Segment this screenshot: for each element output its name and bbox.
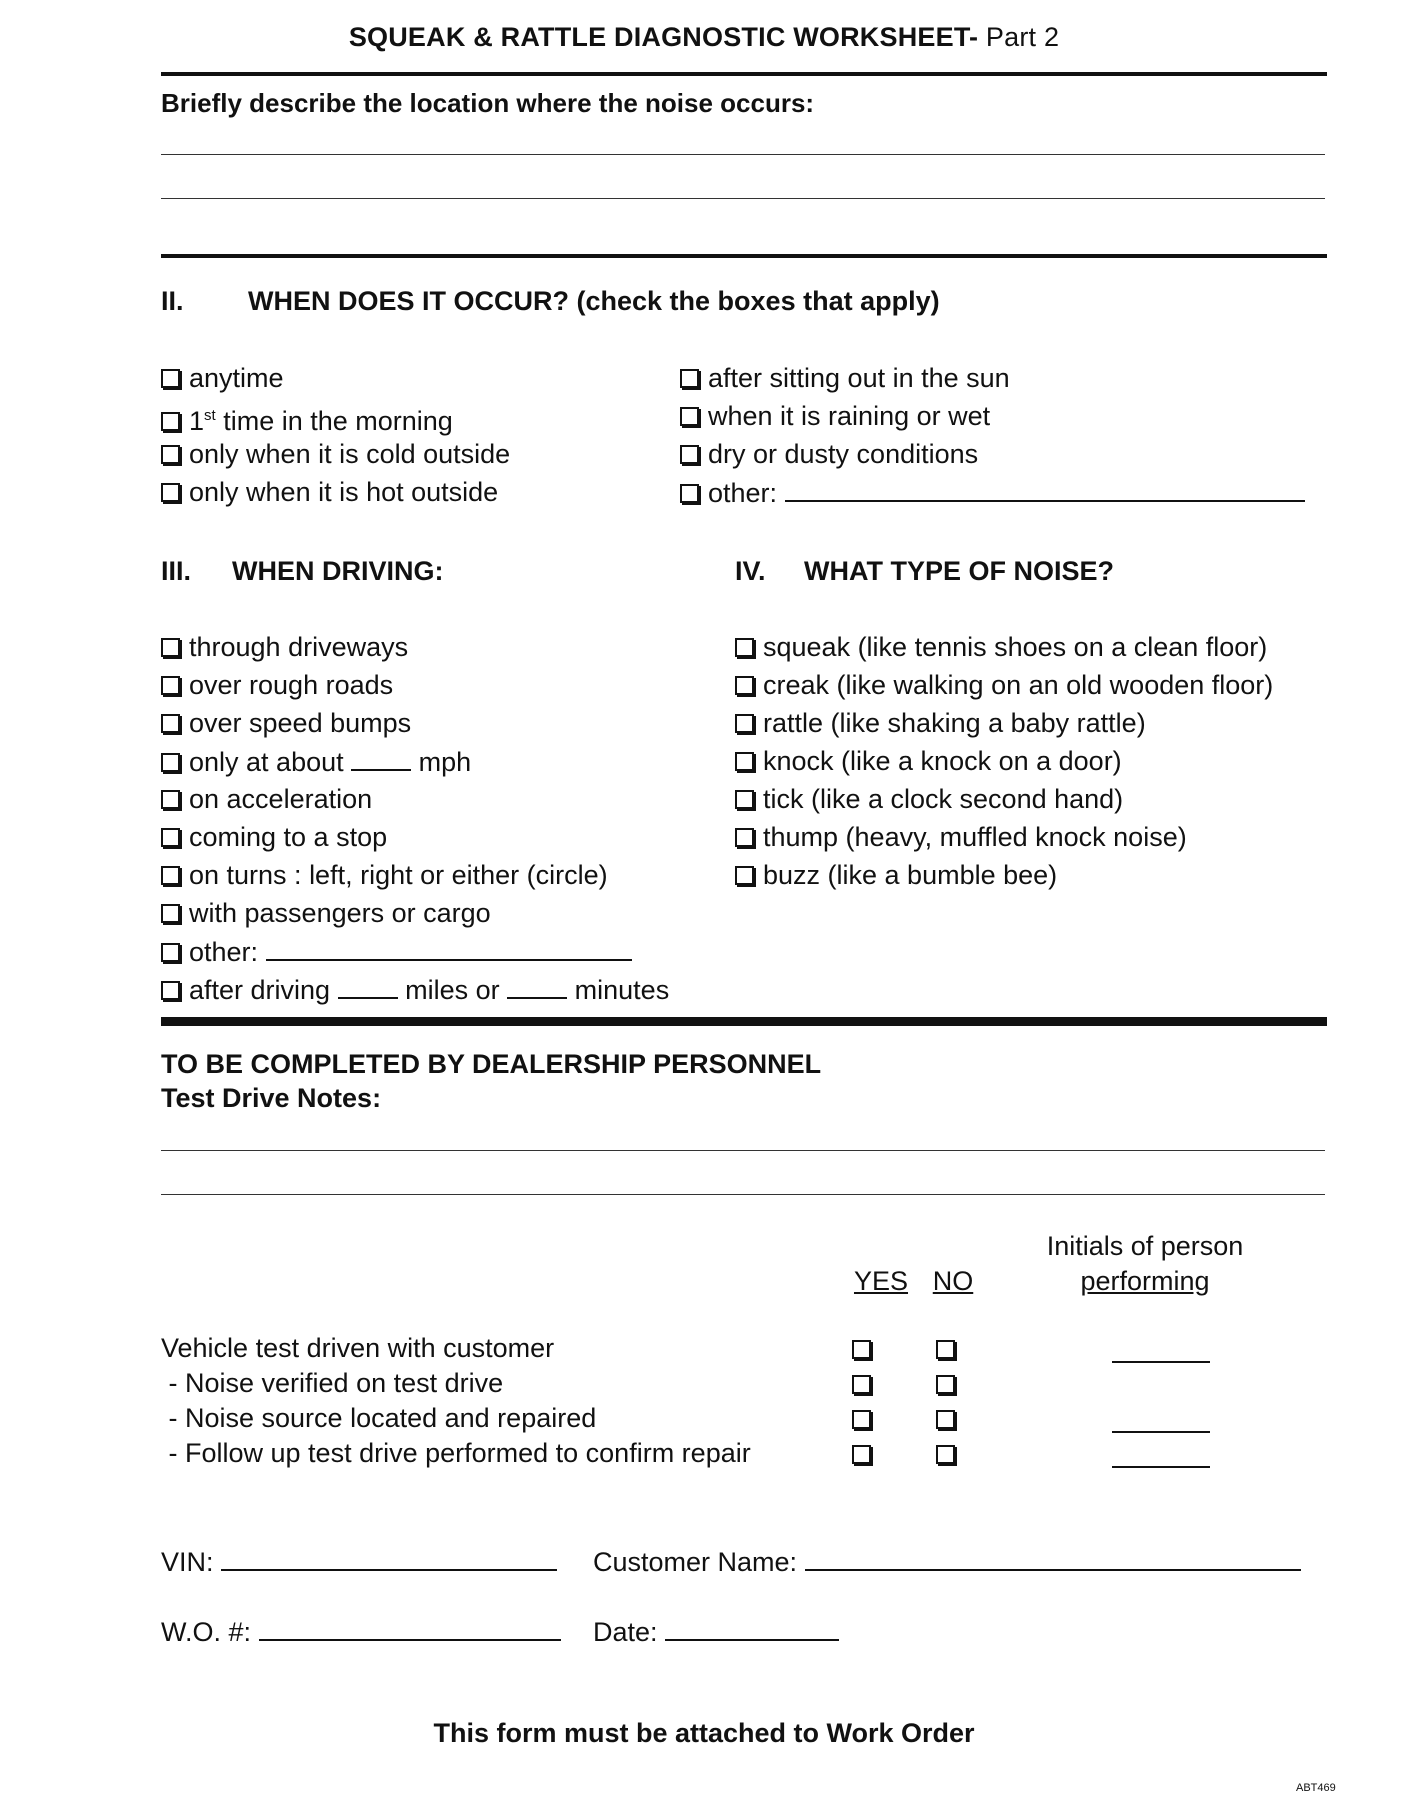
checkbox[interactable] — [735, 752, 754, 771]
driving-other-field[interactable] — [266, 935, 632, 961]
speed-field[interactable] — [351, 745, 411, 771]
top-rule — [161, 72, 1327, 76]
initials-field[interactable] — [1112, 1361, 1210, 1363]
dealer-heading: TO BE COMPLETED BY DEALERSHIP PERSONNEL — [161, 1049, 822, 1079]
section4-heading: WHAT TYPE OF NOISE? — [804, 556, 1114, 586]
checkbox[interactable] — [161, 904, 180, 923]
checkbox[interactable] — [161, 445, 180, 464]
occur-first-time-morning[interactable] — [161, 400, 453, 437]
test-drive-notes-label: Test Drive Notes: — [161, 1083, 382, 1113]
yes-checkbox[interactable] — [852, 1445, 871, 1464]
occur-other[interactable] — [680, 476, 1305, 509]
noise-buzz[interactable] — [735, 859, 1057, 891]
driving-driveways-label: through driveways — [189, 632, 409, 662]
occur-hot-label: only when it is hot outside — [189, 477, 499, 507]
checkbox[interactable] — [161, 790, 180, 809]
noise-squeak[interactable] — [735, 631, 1267, 663]
section2-heading: WHEN DOES IT OCCUR? (check the boxes that apply) — [248, 286, 940, 316]
section-rule-1 — [161, 254, 1327, 258]
checkbox[interactable] — [161, 714, 180, 733]
driving-driveways[interactable] — [161, 631, 408, 663]
checkbox[interactable] — [161, 981, 180, 1000]
first-time-number: 1 — [189, 406, 205, 436]
occur-other-field[interactable] — [785, 476, 1305, 502]
driving-turns-label: on turns : left, right or either (circle) — [189, 860, 608, 890]
occur-anytime[interactable] — [161, 362, 284, 394]
noise-thump-label: thump (heavy, muffled knock noise) — [763, 822, 1187, 852]
checkbox[interactable] — [680, 407, 699, 426]
no-checkbox[interactable] — [936, 1375, 955, 1394]
driving-acceleration-label: on acceleration — [189, 784, 373, 814]
occur-raining-label: when it is raining or wet — [708, 401, 991, 431]
row-noise-verified: - Noise verified on test drive — [161, 1368, 504, 1398]
footer-notice: This form must be attached to Work Order — [433, 1718, 975, 1748]
minutes-label: minutes — [574, 975, 670, 1005]
noise-creak-label: creak (like walking on an old wooden floor) — [763, 670, 1274, 700]
wo-input[interactable] — [259, 1615, 561, 1641]
row-follow-up: - Follow up test drive performed to confirm repair — [161, 1438, 751, 1468]
driving-acceleration[interactable] — [161, 783, 372, 815]
title-main: SQUEAK & RATTLE DIAGNOSTIC WORKSHEET- — [348, 22, 979, 52]
occur-anytime-label: anytime — [189, 363, 284, 393]
checkbox[interactable] — [735, 790, 754, 809]
driving-after[interactable] — [161, 973, 669, 1006]
noise-knock-label: knock (like a knock on a door) — [763, 746, 1122, 776]
customer-name-field[interactable] — [593, 1545, 1301, 1578]
checkbox[interactable] — [735, 676, 754, 695]
checkbox[interactable] — [680, 445, 699, 464]
first-time-sup: st — [204, 407, 216, 424]
checkbox[interactable] — [161, 412, 180, 431]
row-noise-repaired: - Noise source located and repaired — [161, 1403, 597, 1433]
customer-name-label: Customer Name: — [593, 1547, 798, 1577]
vin-input[interactable] — [221, 1545, 557, 1571]
location-prompt: Briefly describe the location where the noise occurs: — [161, 88, 815, 118]
driving-stop[interactable] — [161, 821, 387, 853]
checkbox[interactable] — [680, 369, 699, 388]
date-label: Date: — [593, 1617, 658, 1647]
occur-hot[interactable] — [161, 476, 498, 508]
noise-buzz-label: buzz (like a bumble bee) — [763, 860, 1058, 890]
driving-speed-label: only at about — [189, 747, 344, 777]
checkbox[interactable] — [161, 828, 180, 847]
noise-squeak-label: squeak (like tennis shoes on a clean floor) — [763, 632, 1268, 662]
first-time-label: time in the morning — [215, 406, 453, 436]
driving-passengers-label: with passengers or cargo — [189, 898, 491, 928]
occur-dusty-label: dry or dusty conditions — [708, 439, 979, 469]
checkbox[interactable] — [161, 483, 180, 502]
occur-dusty[interactable] — [680, 438, 978, 470]
driving-speed-bumps[interactable] — [161, 707, 411, 739]
checkbox[interactable] — [680, 484, 699, 503]
occur-cold-label: only when it is cold outside — [189, 439, 511, 469]
title-part: Part 2 — [985, 22, 1060, 52]
yes-checkbox[interactable] — [852, 1340, 871, 1359]
notes-line-1[interactable] — [161, 1150, 1325, 1151]
occur-sun[interactable] — [680, 362, 1010, 394]
initials-field[interactable] — [1112, 1466, 1210, 1468]
driving-speed-bumps-label: over speed bumps — [189, 708, 412, 738]
location-line-1[interactable] — [161, 154, 1325, 155]
driving-rough-roads-label: over rough roads — [189, 670, 394, 700]
form-code: ABT469 — [1296, 1782, 1336, 1794]
checkbox[interactable] — [161, 866, 180, 885]
date-input[interactable] — [665, 1615, 839, 1641]
yes-checkbox[interactable] — [852, 1410, 871, 1429]
no-header: NO — [932, 1266, 974, 1296]
checkbox[interactable] — [735, 866, 754, 885]
yes-header: YES — [853, 1266, 909, 1296]
section2-number: II. — [161, 286, 184, 316]
miles-field[interactable] — [338, 973, 398, 999]
noise-knock[interactable] — [735, 745, 1122, 777]
checkbox[interactable] — [735, 638, 754, 657]
occur-other-label: other: — [708, 478, 778, 508]
noise-tick[interactable] — [735, 783, 1123, 815]
driving-passengers[interactable] — [161, 897, 491, 929]
noise-creak[interactable] — [735, 669, 1273, 701]
page-title — [0, 22, 1408, 53]
checkbox[interactable] — [161, 369, 180, 388]
driving-other-label: other: — [189, 937, 259, 967]
miles-label: miles or — [405, 975, 500, 1005]
occur-cold[interactable] — [161, 438, 510, 470]
vin-field[interactable] — [161, 1545, 557, 1578]
row-test-driven: Vehicle test driven with customer — [161, 1333, 555, 1363]
checkbox[interactable] — [161, 638, 180, 657]
driving-other[interactable] — [161, 935, 632, 968]
driving-turns[interactable] — [161, 859, 608, 891]
driving-stop-label: coming to a stop — [189, 822, 388, 852]
driving-after-label: after driving — [189, 975, 331, 1005]
checkbox[interactable] — [161, 753, 180, 772]
no-checkbox[interactable] — [936, 1445, 955, 1464]
driving-speed[interactable] — [161, 745, 471, 778]
minutes-field[interactable] — [507, 973, 567, 999]
no-checkbox[interactable] — [936, 1340, 955, 1359]
wo-field[interactable] — [161, 1615, 561, 1648]
notes-line-2[interactable] — [161, 1194, 1325, 1195]
initials-field[interactable] — [1112, 1431, 1210, 1433]
speed-unit: mph — [418, 747, 472, 777]
section-rule-2 — [161, 1017, 1327, 1026]
noise-rattle[interactable] — [735, 707, 1146, 739]
section3-number: III. — [161, 556, 192, 586]
customer-name-input[interactable] — [805, 1545, 1301, 1571]
wo-label: W.O. #: — [161, 1617, 252, 1647]
date-field[interactable] — [593, 1615, 839, 1648]
initials-header-line1: Initials of person — [1046, 1231, 1244, 1261]
occur-sun-label: after sitting out in the sun — [708, 363, 1010, 393]
vin-label: VIN: — [161, 1547, 214, 1577]
noise-thump[interactable] — [735, 821, 1187, 853]
section4-number: IV. — [735, 556, 766, 586]
section3-heading: WHEN DRIVING: — [232, 556, 444, 586]
yes-checkbox[interactable] — [852, 1375, 871, 1394]
initials-header-line2: performing — [1080, 1266, 1210, 1296]
checkbox[interactable] — [161, 943, 180, 962]
no-checkbox[interactable] — [936, 1410, 955, 1429]
checkbox[interactable] — [735, 714, 754, 733]
checkbox[interactable] — [161, 676, 180, 695]
driving-rough-roads[interactable] — [161, 669, 393, 701]
occur-raining[interactable] — [680, 400, 990, 432]
location-line-2[interactable] — [161, 198, 1325, 199]
noise-tick-label: tick (like a clock second hand) — [763, 784, 1124, 814]
noise-rattle-label: rattle (like shaking a baby rattle) — [763, 708, 1146, 738]
checkbox[interactable] — [735, 828, 754, 847]
